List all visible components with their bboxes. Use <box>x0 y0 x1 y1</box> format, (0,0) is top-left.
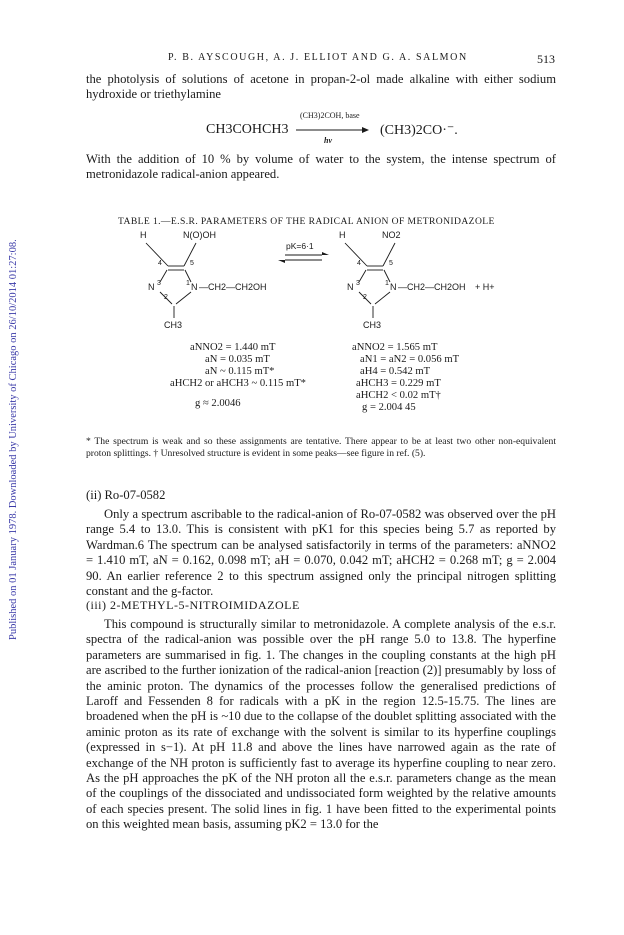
equation-reactant: CH3COHCH3 <box>206 122 289 137</box>
right-num3: 3 <box>356 280 360 287</box>
left-num3: 3 <box>157 280 161 287</box>
table-title: TABLE 1.—E.S.R. PARAMETERS OF THE RADICAL ANION OF METRONIDAZOLE <box>118 216 495 227</box>
left-param: aHCH2 or aHCH3 ~ 0.115 mT* <box>170 378 306 389</box>
left-h-label: H <box>140 230 147 240</box>
right-ring-n3: N <box>347 282 354 292</box>
section-iii-text: This compound is structurally similar to metronidazole. A complete analysis of the e.s.r. spectra of the radical-anion was possible over the pH range 5.0 to 13.8. The hyperfine parameters are summarised in fig. 1. The changes in the coupling constants at the high pH are ascribed to the further ionization of the radical-anion [reaction (2)] presumably by loss of the aminic proton. The dynamics of the processes follow the generalised predictions of Laroff and Fessenden 8 for radicals with a pK in the region 12.5-15.75. The lines are broadened when the pH is ~10 due to the collapse of the doublet splitting associated with the aminic proton as its rate of exchange with the solvent is similar to its hyperfine couplings (expressed in s−1). At pH 11.8 and above the lines have narrowed again as the rate of exchange of the NH proton is sufficiently fast to average its hyperfine coupling to near zero. As the pH approaches the pK of the NH proton all the e.s.r. parameters change as the mean of the couplings of the dissociated and undissociated form weighted by the relative amounts of each species present. The solid lines in fig. 1 have been fitted to the experimental points on this weighted mean basis, assuming pK2 = 13.0 for the <box>86 617 556 832</box>
right-parameters <box>352 342 459 414</box>
right-param: aNNO2 = 1.565 mT <box>352 342 438 353</box>
right-param: aN1 = aN2 = 0.056 mT <box>360 354 460 365</box>
equation-condition-bottom: hν <box>324 136 332 145</box>
intro-paragraph-2: With the addition of 10 % by volume of water to the system, the intense spectrum of metronidazole radical-anion appeared. <box>86 152 556 181</box>
intro-paragraph: the photolysis of solutions of acetone in propan-2-ol made alkaline with either sodium hydroxide or triethylamine <box>86 72 556 101</box>
right-num5: 5 <box>389 260 393 267</box>
left-parameters <box>170 342 306 410</box>
pk-label: pK=6·1 <box>286 241 314 251</box>
left-param: aNNO2 = 1.440 mT <box>190 342 276 353</box>
left-param: g ≈ 2.0046 <box>195 398 241 409</box>
right-num1: 1 <box>385 280 389 287</box>
table-footnote: * The spectrum is weak and so these assignments are tentative. There appear to be at least two other non-equivalent proton splittings. † Unresolved structure is evident in some peaks—see figure in ref. (5). <box>86 436 556 459</box>
right-param: g = 2.004 45 <box>362 402 416 413</box>
left-param: aN = 0.035 mT <box>205 354 270 365</box>
right-ch3: CH3 <box>363 320 382 330</box>
left-ch3: CH3 <box>164 320 183 330</box>
right-h-label: H <box>339 230 346 240</box>
right-param: aHCH2 < 0.02 mT† <box>356 390 441 401</box>
left-num1: 1 <box>186 280 190 287</box>
left-ring-n3: N <box>148 282 155 292</box>
left-ring-n1: N <box>191 282 198 292</box>
right-plus-h: + H+ <box>475 282 495 292</box>
right-param: aH4 = 0.542 mT <box>360 366 431 377</box>
page-number: 513 <box>537 52 555 66</box>
equation-product: (CH3)2CO·⁻. <box>380 123 458 138</box>
left-num4: 4 <box>158 260 162 267</box>
equation-condition-top: (CH3)2COH, base <box>300 111 360 120</box>
left-chain: —CH2—CH2OH <box>199 282 267 292</box>
left-num2: 2 <box>164 294 168 301</box>
right-num4: 4 <box>357 260 361 267</box>
left-param: aN ~ 0.115 mT* <box>205 366 275 377</box>
left-substituent: N(O)OH <box>183 230 216 240</box>
left-num5: 5 <box>190 260 194 267</box>
section-ii-heading: (ii) Ro-07-0582 <box>86 488 166 502</box>
right-substituent: NO2 <box>382 230 401 240</box>
section-iii-heading: (iii) 2-METHYL-5-NITROIMIDAZOLE <box>86 598 300 612</box>
download-stamp: Published on 01 January 1978. Downloaded by University of Chicago on 26/10/2014 01:27:08. <box>8 239 19 640</box>
right-ring-n1: N <box>390 282 397 292</box>
right-chain: —CH2—CH2OH <box>398 282 466 292</box>
section-ii-text: Only a spectrum ascribable to the radical-anion of Ro-07-0582 was observed over the pH range 5.4 to 13.0. This is consistent with pK1 for this species being 5.7 as reported by Wardman.6 The spectrum can be analysed satisfactorily in terms of the parameters: aNNO2 = 1.410 mT, aN = 0.162, 0.098 mT; aH = 0.070, 0.042 mT; aHCH2 = 0.268 mT; g = 2.004 90. An earlier reference 2 to this spectrum assigned only the principal nitrogen splitting constant and the g-factor. <box>86 507 556 599</box>
right-num2: 2 <box>363 294 367 301</box>
running-header: P. B. AYSCOUGH, A. J. ELLIOT AND G. A. SALMON <box>168 52 468 63</box>
right-param: aHCH3 = 0.229 mT <box>356 378 441 389</box>
